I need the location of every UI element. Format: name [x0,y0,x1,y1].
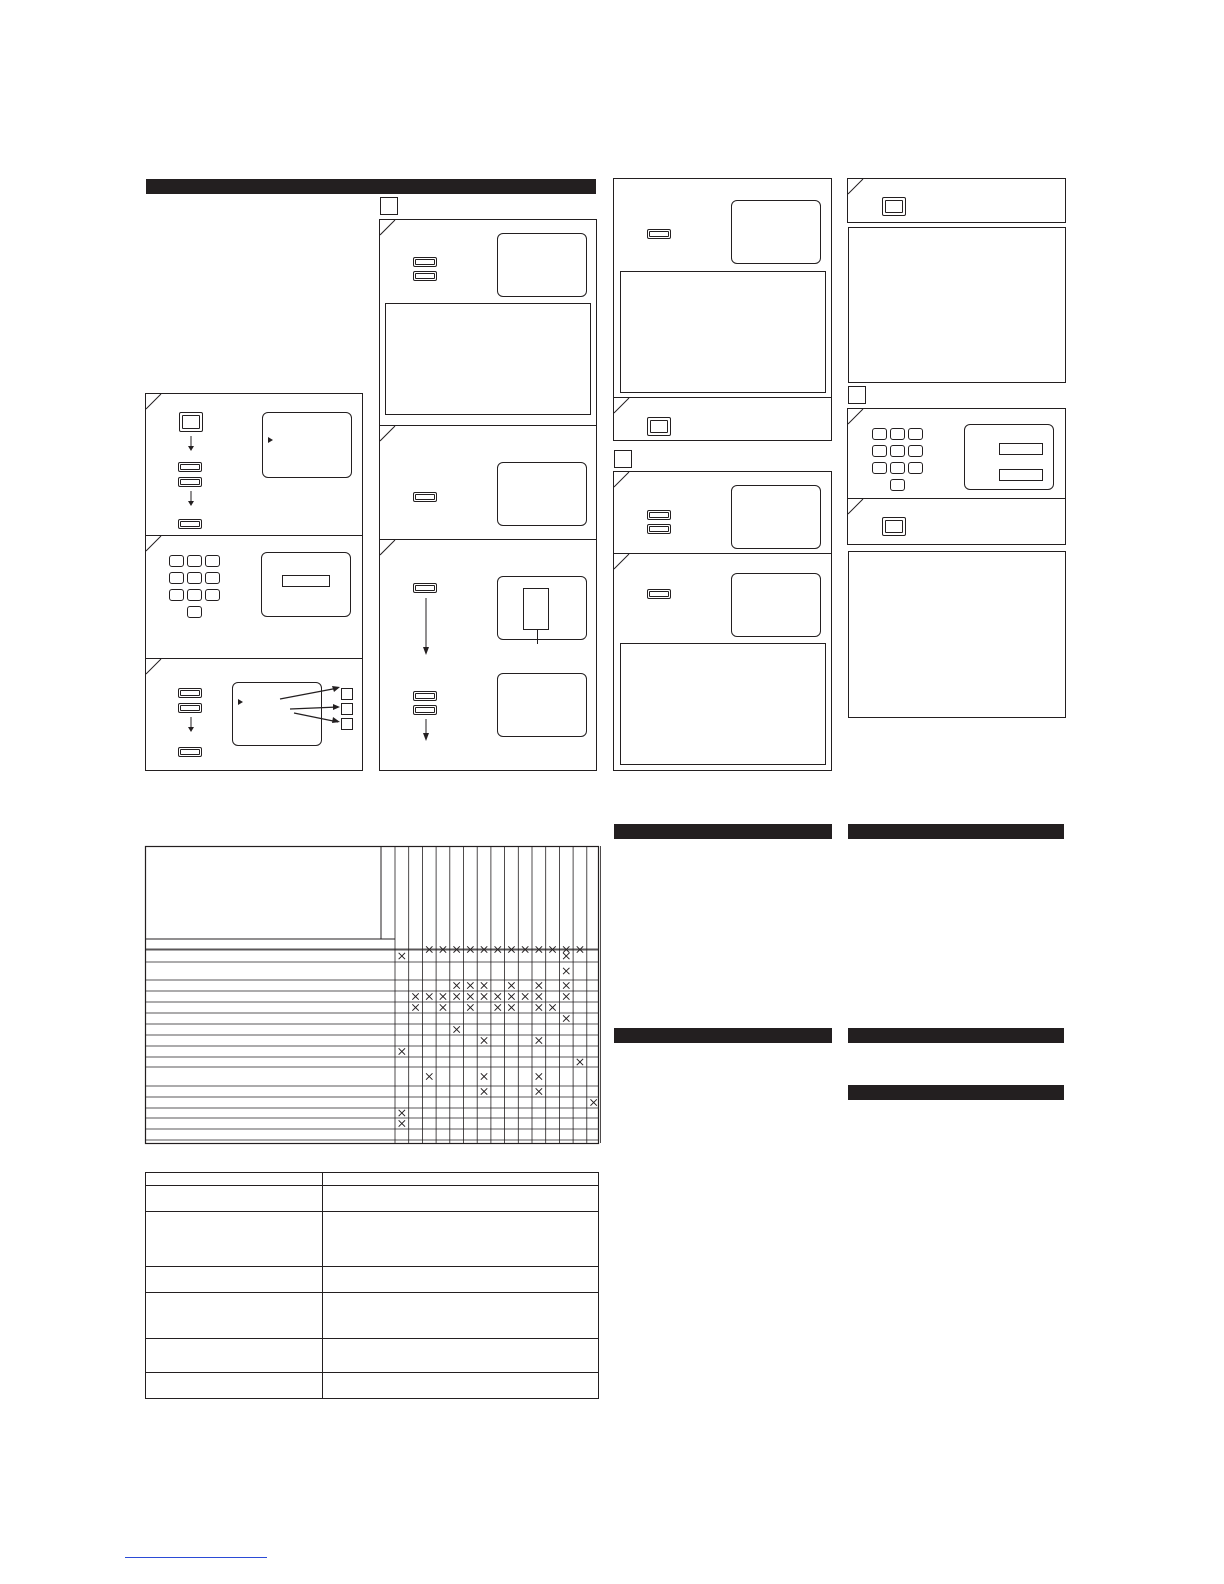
note-panel [385,303,591,415]
grid-mark [467,993,473,999]
grid-mark [563,953,569,959]
code-field [282,575,330,587]
exit-button[interactable] [882,197,906,216]
grid-mark [467,1004,473,1010]
step-corner-mark [614,472,634,492]
grid-mark [508,1004,514,1010]
grid-mark [453,946,459,952]
note-panel [620,271,826,393]
grid-mark [399,1120,405,1126]
divider [145,535,363,536]
divider [145,658,363,659]
down-arrow-icon [186,491,196,507]
grid-mark [563,982,569,988]
grid-mark [399,1110,405,1116]
grid-mark [563,968,569,974]
spec-table [145,1172,599,1399]
enter-button[interactable] [647,589,671,599]
grid-mark [481,1073,487,1079]
grid-mark [399,953,405,959]
grid-mark [440,1004,446,1010]
grid-mark [453,1026,459,1032]
section-header-bar [848,1028,1064,1043]
spec-table-row-divider [145,1372,599,1373]
keypad-key[interactable] [872,428,887,440]
divider [613,553,832,554]
keypad-key[interactable] [872,462,887,474]
note-panel [848,551,1066,718]
keypad-key[interactable] [169,572,184,584]
grid-outline [146,847,599,1144]
spec-table-row-divider [145,1266,599,1267]
grid-mark [549,946,555,952]
keypad-key[interactable] [908,428,923,440]
grid-mark [536,1073,542,1079]
display-window-stem [537,630,538,644]
up-button[interactable] [178,462,202,472]
step-corner-mark [848,409,868,429]
up-button[interactable] [413,257,437,267]
note-panel [620,643,826,765]
callout-arrows [280,686,342,726]
grid-mark [481,946,487,952]
spec-table-row-divider [145,1338,599,1339]
step-corner-mark [614,554,634,574]
grid-mark [577,1059,583,1065]
grid-mark [536,1004,542,1010]
enter-button[interactable] [647,229,671,239]
grid-mark [495,1004,501,1010]
cursor-triangle-icon [268,437,273,443]
down-button[interactable] [647,524,671,534]
grid-mark [563,993,569,999]
code-field [999,443,1043,455]
tv-screen [731,573,821,637]
down-button[interactable] [178,477,202,487]
grid-mark [467,982,473,988]
tv-screen [497,462,587,526]
grid-mark [453,982,459,988]
divider [613,397,832,398]
grid-mark [536,1037,542,1043]
enter-button[interactable] [178,519,202,529]
keypad-key[interactable] [187,572,202,584]
keypad-key[interactable] [169,589,184,601]
grid-mark [522,993,528,999]
down-button[interactable] [413,705,437,715]
keypad-key[interactable] [187,606,202,618]
section-header-bar [614,824,832,839]
label-box [341,703,353,715]
down-arrow-icon [421,719,431,743]
grid-mark [577,946,583,952]
keypad-key[interactable] [890,462,905,474]
keypad-key[interactable] [890,479,905,491]
grid-mark [481,993,487,999]
grid-mark [412,1004,418,1010]
section-number-box [380,197,398,215]
section-header-bar [848,1085,1064,1100]
grid-mark [536,946,542,952]
divider [847,498,1066,499]
grid-mark [426,946,432,952]
code-field [999,469,1043,481]
keypad-key[interactable] [908,462,923,474]
section-number-box [614,450,632,468]
spec-table-row-divider [145,1211,599,1212]
grid-mark [590,1099,596,1105]
grid-mark [481,982,487,988]
down-arrow-icon [186,717,196,733]
grid-mark [481,1088,487,1094]
enter-button[interactable] [178,747,202,757]
step-corner-mark [380,220,400,240]
tv-screen [497,233,587,297]
grid-mark [412,993,418,999]
step-corner-mark [614,398,634,418]
grid-mark [495,946,501,952]
note-panel [848,227,1066,383]
grid-mark [522,946,528,952]
grid-mark [508,946,514,952]
tv-screen [731,200,821,264]
tv-screen [731,485,821,549]
step-corner-mark [146,536,166,556]
exit-button[interactable] [647,417,671,436]
down-button[interactable] [413,271,437,281]
step-corner-mark [848,499,868,519]
divider [379,539,597,540]
tv-screen [262,412,352,478]
enter-button[interactable] [413,583,437,593]
grid-mark [563,1015,569,1021]
keypad-key[interactable] [205,572,220,584]
compatibility-grid [145,846,600,1146]
grid-mark [549,1004,555,1010]
section-number-box [848,386,866,404]
up-button[interactable] [178,688,202,698]
spec-table-row-divider [145,1185,599,1186]
keypad-key[interactable] [187,555,202,567]
exit-button[interactable] [882,517,906,536]
down-arrow-icon [186,436,196,452]
up-button[interactable] [413,691,437,701]
spec-table-row-divider [145,1292,599,1293]
keypad-key[interactable] [908,445,923,457]
grid-mark [508,982,514,988]
label-box [341,688,353,700]
section-header-bar [848,824,1064,839]
down-button[interactable] [178,703,202,713]
keypad-key[interactable] [205,589,220,601]
keypad-key[interactable] [890,445,905,457]
section-header-bar [614,1028,832,1043]
grid-mark [536,1088,542,1094]
up-button[interactable] [647,510,671,520]
grid-mark [495,993,501,999]
grid-mark [508,993,514,999]
step-corner-mark [380,540,400,560]
step-corner-mark [146,394,166,414]
keypad-key[interactable] [169,555,184,567]
tv-screen [497,673,587,737]
grid-mark [426,1073,432,1079]
grid-mark [563,946,569,952]
step-frame [847,178,1066,223]
keypad-key[interactable] [872,445,887,457]
keypad-key[interactable] [205,555,220,567]
grid-mark [440,993,446,999]
step-corner-mark [380,426,400,446]
down-arrow-icon [421,598,431,658]
grid-mark [481,1037,487,1043]
display-window [523,588,549,630]
keypad-key[interactable] [187,589,202,601]
grid-mark [536,982,542,988]
grid-mark [426,993,432,999]
step-corner-mark [146,659,166,679]
grid-mark [467,946,473,952]
footer-link-underline[interactable] [125,1557,267,1558]
step-corner-mark [848,179,868,199]
grid-mark [399,1048,405,1054]
label-box [341,718,353,730]
enter-button[interactable] [413,492,437,502]
grid-mark [440,946,446,952]
keypad-key[interactable] [890,428,905,440]
grid-mark [536,993,542,999]
divider [379,425,597,426]
grid-mark [453,993,459,999]
menu-button[interactable] [179,412,203,432]
section-header-bar [146,179,596,194]
cursor-triangle-icon [238,699,243,705]
spec-table-col-divider [322,1172,323,1399]
